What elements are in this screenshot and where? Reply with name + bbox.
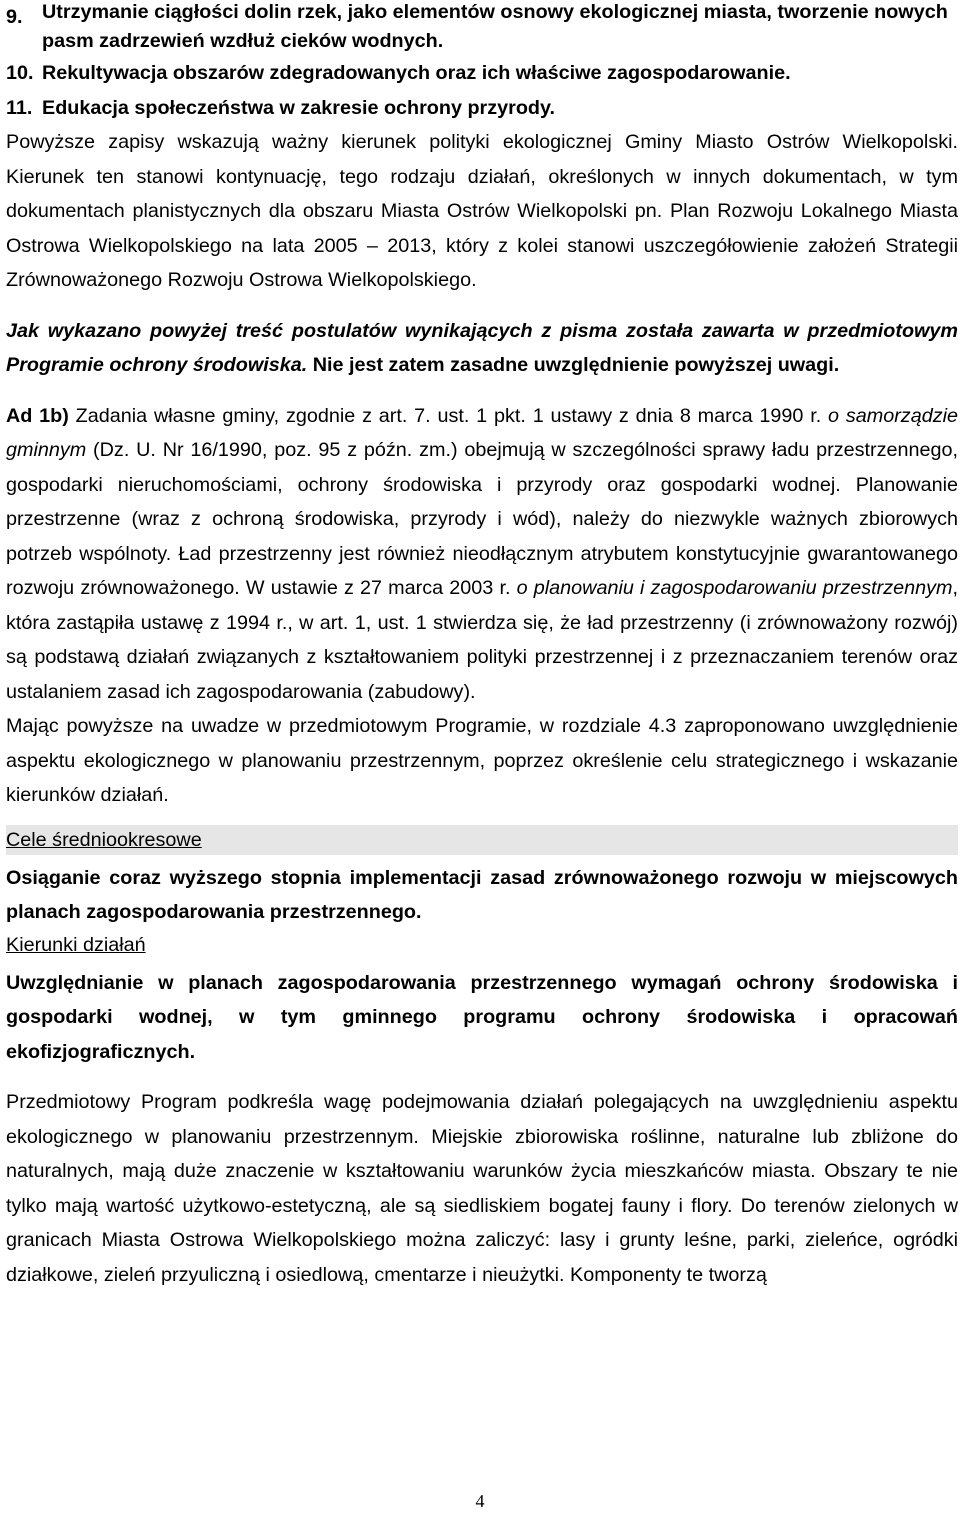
paragraph-policy-part-b: Kierunek ten stanowi kontynuację, tego rodzaju działań, określonych w innych dokumentach, w tym dokumentach planistycznych dla obszaru Miasta Ostrów Wielkopolski pn. Plan Rozwoju Lokalnego Miasta Ostrowa Wielkopolskiego na lata 2005 – 2013, który z kolei stanowi uszczegółowienie założeń Strategii Zrównoważonego Rozwoju Ostrowa Wielkopolskiego. (6, 165, 958, 291)
list-item-text: Edukacja społeczeństwa w zakresie ochrony przyrody. (42, 96, 556, 119)
paragraph-policy-part-a: Powyższe zapisy wskazują ważny kierunek polityki ekologicznej Gminy Miasto Ostrów Wielkopolski. (6, 131, 958, 153)
list-item (6, 91, 958, 126)
ad1b-act-title-1: o samorządzie gminnym (6, 404, 958, 461)
list-item-text: Rekultywacja obszarów zdegradowanych oraz ich właściwe zagospodarowanie. (42, 62, 791, 84)
paragraph-program-note: Mając powyższe na uwadze w przedmiotowym Programie, w rozdziale 4.3 zaproponowano uwzględnienie aspektu ekologicznego w planowaniu przestrzennym, poprzez określenie celu strategicznego i wskazanie kierunków działań. (6, 715, 958, 806)
conclusion-part-b: Nie jest zatem zasadne uwzględnienie powyższej uwagi. (307, 354, 840, 376)
section-heading-mid-term-goals: Cele średniookresowe (6, 825, 958, 855)
ad1b-act-title-2: o planowaniu i zagospodarowaniu przestrzennym (516, 577, 953, 599)
conclusion-part-a: Jak wykazano powyżej treść postulatów wynikających z pisma została zawarta w przedmiotowym Programie ochrony środowiska. (6, 319, 958, 376)
page-number: 4 (475, 1491, 485, 1511)
paragraph-conclusion (6, 314, 958, 383)
list-item (6, 0, 958, 56)
mid-term-goal-text: Osiąganie coraz wyższego stopnia implementacji zasad zrównoważonego rozwoju w miejscowych planach zagospodarowania przestrzennego. (6, 866, 958, 923)
ad1b-text-2: (Dz. U. Nr 16/1990, poz. 95 z późn. zm.) obejmują w szczególności sprawy ładu przestrzennego, gospodarki nieruchomościami, ochrony środowiska i przyrody oraz gospodarki wodnej. Planowanie przestrzenne (wraz z ochroną środowiska, przyrody i wód), należy do niezwykle ważnych zbiorowych potrzeb wspólnoty. Ład przestrzenny jest również nieodłącznym atrybutem konstytucyjnie gwarantowanego rozwoju zrównoważonego. W ustawie z 27 marca 2003 r. (6, 439, 958, 599)
document-page (6, 0, 958, 1292)
paragraph-policy (6, 125, 958, 298)
action-direction-text: Uwzględnianie w planach zagospodarowania przestrzennego wymagań ochrony środowiska i gospodarki wodnej, w tym gminnego programu ochrony środowiska i opracowań ekofizjograficznych. (6, 971, 958, 1063)
numbered-list (6, 0, 958, 125)
ad1b-text-1: Zadania własne gminy, zgodnie z art. 7. ust. 1 pkt. 1 ustawy z dnia 8 marca 1990 r. (68, 404, 829, 427)
ad1b-label: Ad 1b) (6, 404, 69, 427)
ad1b-text-3: , która zastąpiła ustawę z 1994 r., w art. 1, ust. 1 stwierdza się, że ład przestrzenny (i zrównoważony rozwój) są podstawą działań związanych z kształtowaniem polityki przestrzennej i z przeznaczaniem terenów oraz ustalaniem zasad ich zagospodarowania (zabudowy). (6, 577, 958, 703)
list-item-text: Utrzymanie ciągłości dolin rzek, jako elementów osnowy ekologicznej miasta, tworzenie nowych pasm zadrzewień wzdłuż cieków wodnych. (42, 1, 948, 52)
paragraph-green-areas: Przedmiotowy Program podkreśla wagę podejmowania działań polegających na uwzględnieniu aspektu ekologicznego w planowaniu przestrzennym. Miejskie zbiorowiska roślinne, naturalne lub zbliżone do naturalnych, mają duże znaczenie w kształtowaniu warunków życia mieszkańców miasta. Obszary te nie tylko mają wartość użytkowo-estetyczną, ale są siedliskiem bogatej fauny i flory. Do terenów zielonych w granicach Miasta Ostrowa Wielkopolskiego można zaliczyć: lasy i grunty leśne, parki, zieleńce, ogródki działkowe, zieleń przyuliczną i osiedlową, cmentarze i nieużytki. Komponenty te tworzą (6, 1091, 958, 1286)
list-item-number: 11. (6, 96, 33, 119)
section-heading-action-directions: Kierunki działań (6, 933, 146, 956)
list-item (6, 56, 958, 91)
list-item-number: 9. (6, 6, 23, 28)
paragraph-ad1b (6, 399, 958, 710)
list-item-number: 10. (6, 62, 34, 84)
